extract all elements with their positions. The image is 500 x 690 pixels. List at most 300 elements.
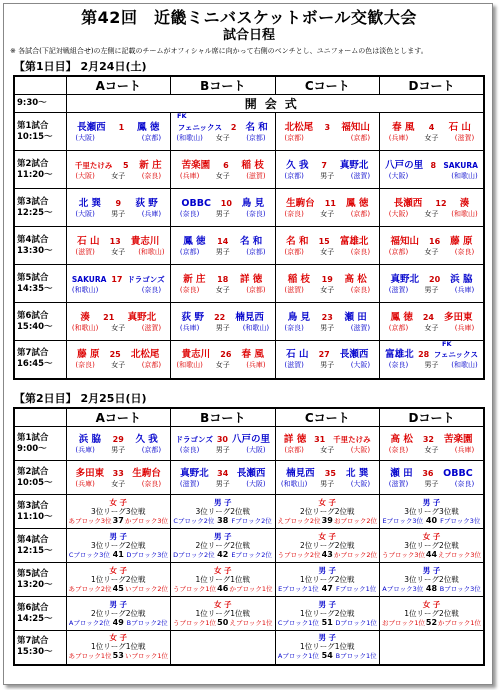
prefecture-row xyxy=(173,324,273,333)
court-header-1: Bコート xyxy=(171,408,276,427)
home-prefecture: (奈良) xyxy=(388,361,409,370)
day1-slot-row xyxy=(14,189,484,227)
bracket-number: 48 xyxy=(425,583,438,593)
ceremony-row xyxy=(14,95,484,113)
day2-slot-row xyxy=(14,427,484,461)
match-number: 20 xyxy=(429,274,441,284)
away-prefecture: (奈良) xyxy=(350,285,371,294)
match-cell xyxy=(171,189,276,227)
match-number: 34 xyxy=(217,468,229,478)
home-prefecture: (兵庫) xyxy=(179,171,200,180)
bracket-description: 1位リーグ1位戦 xyxy=(195,574,251,584)
prefecture-row xyxy=(382,361,481,370)
slot-time-cell xyxy=(14,529,66,563)
page-subtitle: 試合日程 xyxy=(222,28,275,43)
home-prefecture: (京都) xyxy=(284,133,304,142)
away-prefecture: (京都) xyxy=(246,133,266,142)
away-prefecture: (京都) xyxy=(246,285,266,294)
home-team: フェニックス xyxy=(177,122,222,132)
gender-label: 男子 xyxy=(215,323,230,332)
match-cell xyxy=(275,461,380,495)
away-prefecture: (和歌山) xyxy=(138,247,165,256)
home-team: 貴志川 xyxy=(181,349,211,361)
home-team: 稲 枝 xyxy=(287,273,311,285)
bracket-number: 45 xyxy=(112,583,124,593)
home-team: 八戸の里 xyxy=(385,159,424,171)
slot-label: 第3試合 xyxy=(17,196,49,207)
away-team: 春 風 xyxy=(241,349,264,361)
match-number: 26 xyxy=(220,350,232,360)
slot-label: 第5試合 xyxy=(17,272,49,283)
match-row xyxy=(173,348,273,361)
gender-label: 女子 xyxy=(320,247,335,256)
bracket-home: Aブロック1位 xyxy=(277,652,319,661)
bracket-description: 1位リーグ2位戦 xyxy=(299,574,355,584)
bracket-category: 男 子 xyxy=(318,599,337,609)
home-prefecture: (京都) xyxy=(388,247,409,256)
home-prefecture: (奈良) xyxy=(284,209,304,218)
court-header-row xyxy=(14,408,484,427)
away-prefecture: (奈良) xyxy=(350,247,371,256)
home-prefecture: (和歌山) xyxy=(71,285,99,294)
bracket-number: 41 xyxy=(112,549,124,559)
gender-label: 男子 xyxy=(215,209,230,218)
match-row xyxy=(382,235,481,248)
gender-label: 男子 xyxy=(215,445,230,454)
away-prefecture: (和歌山) xyxy=(451,361,478,370)
match-number: 15 xyxy=(318,236,330,246)
bracket-match-row xyxy=(69,618,169,628)
away-team: 生駒台 xyxy=(132,467,161,479)
bracket-number: 39 xyxy=(321,515,333,525)
ceremony-time: 9:30～ xyxy=(14,95,66,113)
prefecture-row xyxy=(382,286,481,295)
match-row xyxy=(278,273,378,286)
away-team: 苦楽園 xyxy=(443,433,473,445)
bracket-cell xyxy=(275,529,380,563)
away-prefecture: (滋賀) xyxy=(246,171,266,180)
slot-time: 11:20～ xyxy=(17,169,53,180)
slot-label: 第2試合 xyxy=(17,158,49,169)
prefecture-row xyxy=(173,480,273,489)
away-team: 真野北 xyxy=(127,311,157,323)
bracket-category: 男 子 xyxy=(213,497,232,507)
match-row xyxy=(173,433,273,446)
away-prefecture: (和歌山) xyxy=(451,209,478,218)
home-team: 富雄北 xyxy=(385,349,414,361)
match-cell xyxy=(66,461,171,495)
match-cell xyxy=(66,265,171,303)
match-row xyxy=(69,121,169,134)
bracket-cell xyxy=(275,495,380,529)
bracket-cell xyxy=(380,529,485,563)
match-number: 25 xyxy=(109,350,121,360)
gender-label: 女子 xyxy=(111,323,126,332)
away-team: 楠見西 xyxy=(235,311,264,323)
away-team: 名 和 xyxy=(239,235,263,247)
match-cell xyxy=(66,341,171,379)
away-team: 多田東 xyxy=(443,311,473,323)
match-number: 24 xyxy=(422,312,434,322)
prefecture-row xyxy=(382,324,481,333)
away-prefecture: (京都) xyxy=(141,133,162,142)
match-cell xyxy=(380,341,485,379)
match-cell xyxy=(171,427,276,461)
day2-slot-row xyxy=(14,461,484,495)
court-header-3: Dコート xyxy=(380,408,485,427)
slot-time-cell xyxy=(14,631,66,665)
match-number: 22 xyxy=(214,312,226,322)
match-cell xyxy=(380,227,485,265)
court-header-row xyxy=(14,76,484,95)
home-prefecture: (奈良) xyxy=(179,285,200,294)
match-number: 33 xyxy=(112,468,124,478)
slot-label: 第5試合 xyxy=(17,568,49,579)
bracket-match-row xyxy=(173,584,273,594)
prefecture-row xyxy=(69,248,169,257)
match-row xyxy=(278,311,378,324)
bracket-number: 46 xyxy=(217,583,229,593)
match-row xyxy=(69,159,169,172)
prefecture-row xyxy=(173,210,273,219)
bracket-number: 42 xyxy=(217,549,229,559)
match-row xyxy=(173,159,273,172)
gender-label: 男子 xyxy=(320,323,335,332)
home-prefecture: (奈良) xyxy=(284,323,304,332)
home-team: 鳥 見 xyxy=(287,311,311,323)
away-team: 久 我 xyxy=(135,433,158,445)
away-prefecture: (京都) xyxy=(141,361,162,370)
match-number: 3 xyxy=(324,122,331,132)
match-row xyxy=(382,467,481,480)
slot-time: 11:10～ xyxy=(17,511,53,522)
match-number: 1 xyxy=(118,122,125,132)
away-team: 湊 xyxy=(459,197,470,209)
match-cell xyxy=(66,427,171,461)
bracket-category: 男 子 xyxy=(422,565,441,575)
home-team: 久 我 xyxy=(286,159,309,171)
away-prefecture: (大阪) xyxy=(246,445,266,454)
gender-label xyxy=(102,286,135,295)
away-prefecture: (奈良) xyxy=(141,285,162,294)
away-team: 新 庄 xyxy=(139,159,162,171)
home-team: 浜 脇 xyxy=(78,433,102,445)
gender-label: 女子 xyxy=(215,133,230,142)
bracket-home: おブロック1位 xyxy=(382,618,426,627)
court-header-2: Cコート xyxy=(275,408,380,427)
prefecture-row xyxy=(278,286,378,295)
slot-time: 9:00～ xyxy=(17,443,47,454)
bracket-category: 男 子 xyxy=(109,599,128,609)
match-cell xyxy=(275,303,380,341)
day1-slot-row xyxy=(14,265,484,303)
gender-label: 女子 xyxy=(215,361,230,370)
match-cell xyxy=(66,189,171,227)
bracket-category: 女 子 xyxy=(109,633,128,643)
day1-slot-row xyxy=(14,113,484,151)
slot-time: 14:35～ xyxy=(17,283,53,294)
match-number: 5 xyxy=(123,160,129,170)
match-number: 27 xyxy=(318,350,330,360)
slot-time-cell xyxy=(14,427,66,461)
match-row xyxy=(173,121,273,134)
match-number: 23 xyxy=(321,312,333,322)
gender-label: 女子 xyxy=(424,133,439,142)
bracket-cell xyxy=(171,529,276,563)
gender-label: 女子 xyxy=(215,285,230,294)
match-number: 10 xyxy=(220,198,232,208)
bracket-match-row xyxy=(382,550,481,560)
schedule-sheet xyxy=(3,3,493,685)
header-time-cell xyxy=(14,408,66,427)
away-prefecture: (大阪) xyxy=(350,361,371,370)
bracket-home: うブロック2位 xyxy=(277,550,321,559)
bracket-match-row xyxy=(69,516,169,526)
slot-time: 16:45～ xyxy=(17,359,53,370)
match-cell xyxy=(275,341,380,379)
match-cell xyxy=(380,113,485,151)
slot-label: 第1試合 xyxy=(17,432,49,443)
prefecture-row xyxy=(69,324,169,333)
prefecture-row xyxy=(173,446,273,455)
match-row xyxy=(69,235,169,248)
home-team: 千里たけみ xyxy=(74,160,113,170)
prefecture-row xyxy=(382,480,481,489)
slot-time: 13:30～ xyxy=(17,245,53,256)
bracket-cell xyxy=(171,597,276,631)
home-team: 石 山 xyxy=(286,349,309,361)
bracket-description: 1位リーグ2位戦 xyxy=(90,574,146,584)
bracket-home: うブロック1位 xyxy=(173,584,217,593)
bracket-cell xyxy=(66,631,171,665)
match-number: 16 xyxy=(429,236,441,246)
match-cell xyxy=(275,113,380,151)
bracket-category: 男 子 xyxy=(318,633,337,643)
prefecture-row xyxy=(69,446,169,455)
home-prefecture: (兵庫) xyxy=(388,133,409,142)
bracket-cell xyxy=(66,495,171,529)
match-cell xyxy=(171,227,276,265)
match-number: 8 xyxy=(430,160,437,170)
home-team: 北 巽 xyxy=(78,197,102,209)
gender-label: 女子 xyxy=(111,361,126,370)
bracket-description: 3位リーグ3位戦 xyxy=(404,506,459,516)
empty-cell xyxy=(171,631,276,665)
bracket-cell xyxy=(275,563,380,597)
match-row xyxy=(173,467,273,480)
bracket-category: 女 子 xyxy=(422,531,441,541)
match-cell xyxy=(275,427,380,461)
home-team: 真野北 xyxy=(390,273,420,285)
slot-label: 第2試合 xyxy=(17,466,49,477)
bracket-match-row xyxy=(69,550,169,560)
bracket-home: Eブロック3位 xyxy=(382,516,424,525)
gender-label: 女子 xyxy=(320,285,335,294)
match-row xyxy=(382,121,481,134)
bracket-description: 1位リーグ1位戦 xyxy=(90,642,146,652)
away-team: OBBC xyxy=(443,467,473,479)
away-prefecture: (滋賀) xyxy=(350,323,371,332)
bracket-category: 女 子 xyxy=(318,497,337,507)
bracket-match-row xyxy=(382,584,481,594)
day2-slot-row xyxy=(14,495,484,529)
bracket-match-row xyxy=(173,516,273,526)
bracket-description: 1位リーグ1位戦 xyxy=(299,642,355,652)
bracket-match-row xyxy=(278,584,378,594)
match-cell xyxy=(275,227,380,265)
bracket-description: 1位リーグ2位戦 xyxy=(404,608,459,618)
away-prefecture: (京都) xyxy=(246,247,266,256)
prefecture-row xyxy=(69,361,169,370)
match-cell xyxy=(380,189,485,227)
bracket-home: あブロック3位 xyxy=(68,516,112,525)
match-row xyxy=(382,433,481,446)
match-row xyxy=(69,311,169,324)
day2-label: 【第2日目】 2月25日(日) xyxy=(14,392,147,405)
day2-schedule-table xyxy=(13,407,485,666)
home-prefecture: (兵庫) xyxy=(75,479,95,488)
home-team: 生駒台 xyxy=(286,197,315,209)
gender-label: 男子 xyxy=(215,479,230,488)
slot-time-cell xyxy=(14,461,66,495)
slot-label: 第7試合 xyxy=(17,636,49,647)
bracket-away: えブロック1位 xyxy=(229,618,273,627)
slot-label: 第7試合 xyxy=(17,348,49,359)
bracket-cell xyxy=(380,563,485,597)
home-team: 名 和 xyxy=(286,235,309,247)
prefecture-row xyxy=(278,134,378,143)
bracket-description: 3位リーグ2位戦 xyxy=(404,574,459,584)
home-team: 長瀬西 xyxy=(393,197,423,209)
away-team: 鳳 徳 xyxy=(137,121,160,133)
bracket-away: いブロック2位 xyxy=(124,584,168,593)
match-row xyxy=(173,235,273,248)
gender-label: 男子 xyxy=(111,209,126,218)
away-team: ドラゴンズ xyxy=(127,274,165,284)
fk-tag: FK xyxy=(442,340,452,348)
slot-label: 第1試合 xyxy=(17,120,49,131)
away-prefecture: (奈良) xyxy=(141,479,162,488)
gender-label: 女子 xyxy=(215,171,230,180)
prefecture-row xyxy=(278,210,378,219)
gender-label: 男子 xyxy=(320,479,335,488)
home-team: SAKURA xyxy=(71,274,107,284)
match-number: 12 xyxy=(435,198,447,208)
court-header-2: Cコート xyxy=(275,76,380,95)
bracket-match-row xyxy=(278,651,378,661)
gender-label: 女子 xyxy=(320,445,335,454)
match-row xyxy=(278,433,378,446)
match-cell xyxy=(66,227,171,265)
gender-label: 女子 xyxy=(111,479,126,488)
bracket-number: 47 xyxy=(321,583,333,593)
match-number: 30 xyxy=(216,434,228,444)
prefecture-row xyxy=(278,172,378,181)
bracket-cell xyxy=(66,563,171,597)
away-prefecture: (兵庫) xyxy=(454,445,475,454)
match-row xyxy=(278,348,378,361)
home-prefecture: (滋賀) xyxy=(284,285,304,294)
home-prefecture: (和歌山) xyxy=(280,479,308,488)
bracket-cell xyxy=(275,597,380,631)
home-team: 瀬 田 xyxy=(390,467,413,479)
bracket-away: Bブロック2位 xyxy=(126,618,168,627)
match-cell xyxy=(380,151,485,189)
match-cell xyxy=(171,113,276,151)
away-prefecture: (兵庫) xyxy=(454,323,475,332)
away-team: 真野北 xyxy=(339,159,369,171)
bracket-match-row xyxy=(382,516,481,526)
match-cell xyxy=(380,265,485,303)
match-row xyxy=(278,197,378,210)
slot-time-cell xyxy=(14,341,66,379)
prefecture-row xyxy=(382,210,481,219)
away-prefecture: (兵庫) xyxy=(454,285,475,294)
away-prefecture: (兵庫) xyxy=(246,361,266,370)
match-cell xyxy=(171,303,276,341)
gender-label: 男子 xyxy=(215,247,230,256)
bracket-match-row xyxy=(382,618,481,628)
match-row xyxy=(278,467,378,480)
home-team: 湊 xyxy=(80,311,90,323)
home-team: ドラゴンズ xyxy=(175,434,213,444)
slot-time: 15:30～ xyxy=(17,647,53,658)
away-team: 鳳 徳 xyxy=(346,197,369,209)
bracket-away: いブロック1位 xyxy=(124,652,168,661)
bracket-number: 53 xyxy=(112,651,124,661)
home-team: 新 庄 xyxy=(183,273,206,285)
bracket-cell xyxy=(275,631,380,665)
gender-label: 男子 xyxy=(111,445,126,454)
home-team: 春 風 xyxy=(392,121,415,133)
bracket-description: 3位リーグ3位戦 xyxy=(90,506,146,516)
bracket-away: Fブロック2位 xyxy=(231,516,272,525)
away-prefecture: (京都) xyxy=(350,133,371,142)
bracket-category: 男 子 xyxy=(213,531,232,541)
bracket-away: Dブロック3位 xyxy=(126,550,168,559)
day2-slot-row xyxy=(14,529,484,563)
match-number: 9 xyxy=(115,198,122,208)
away-prefecture: (大阪) xyxy=(350,479,371,488)
match-cell xyxy=(380,461,485,495)
home-team: 多田東 xyxy=(75,467,105,479)
home-prefecture: (大阪) xyxy=(75,209,95,218)
match-number: 36 xyxy=(422,468,434,478)
home-prefecture: (和歌山) xyxy=(71,323,99,332)
bracket-home: Cブロック2位 xyxy=(173,516,215,525)
gender-label: 女子 xyxy=(111,171,126,180)
gender-label xyxy=(102,134,135,143)
match-number: 31 xyxy=(314,434,326,444)
bracket-category: 女 子 xyxy=(422,599,441,609)
match-cell xyxy=(171,461,276,495)
away-team: 高 松 xyxy=(344,273,367,285)
slot-label: 第4試合 xyxy=(17,234,49,245)
prefecture-row xyxy=(69,172,169,181)
day1-slot-row xyxy=(14,341,484,379)
bracket-number: 54 xyxy=(321,651,333,661)
bracket-away: Eブロック2位 xyxy=(231,550,272,559)
away-team: 長瀬西 xyxy=(339,349,369,361)
away-prefecture: (兵庫) xyxy=(141,209,162,218)
bracket-home: Aブロック2位 xyxy=(68,618,110,627)
gender-label: 男子 xyxy=(320,361,335,370)
prefecture-row xyxy=(278,248,378,257)
home-prefecture: (滋賀) xyxy=(284,361,304,370)
day1-label: 【第1日目】 2月24日(土) xyxy=(14,60,147,73)
match-number: 29 xyxy=(112,434,124,444)
match-row xyxy=(278,235,378,248)
